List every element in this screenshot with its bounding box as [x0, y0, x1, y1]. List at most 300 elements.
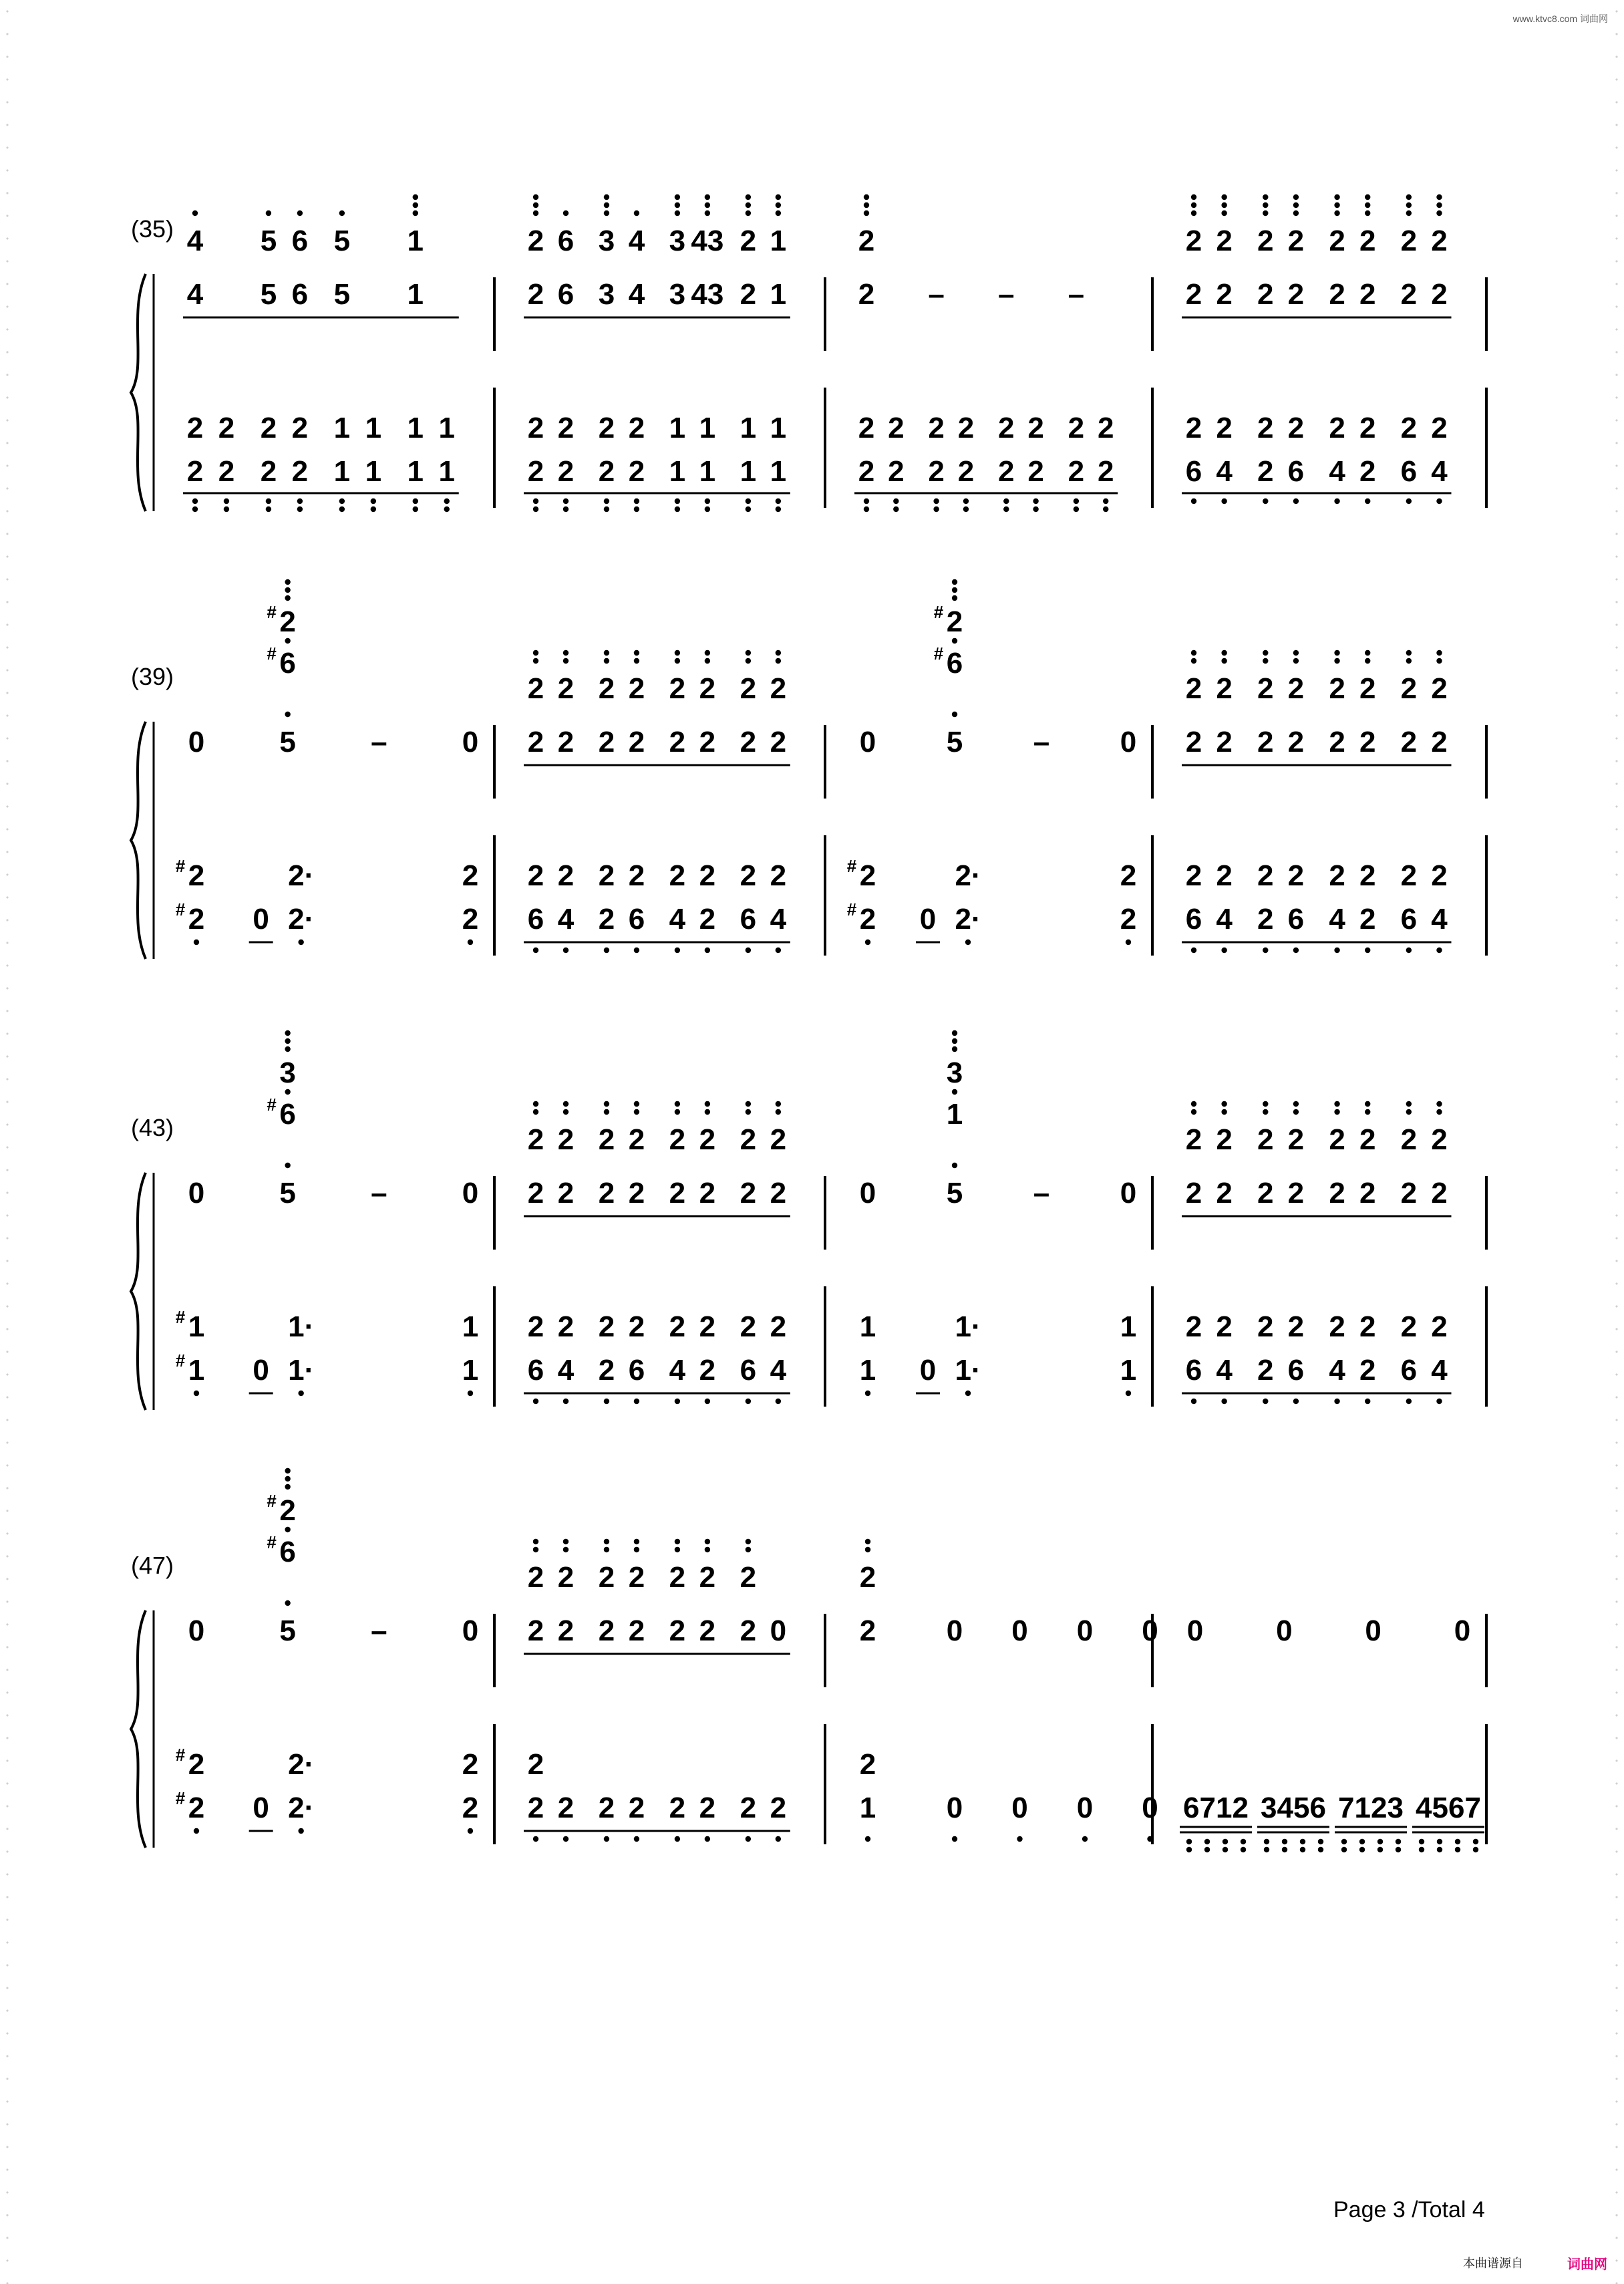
octave-dot [285, 712, 290, 717]
octave-dot [1365, 948, 1370, 953]
rest: 0 [1276, 1614, 1293, 1647]
melody-lower-note: 2 [527, 726, 544, 758]
rest: 0 [1186, 1614, 1204, 1647]
sharp-sign: # [267, 1532, 277, 1552]
octave-dot [1103, 507, 1108, 512]
melody-note: 0 [188, 726, 205, 758]
melody-lower-note: 2 [628, 1614, 645, 1647]
high-note: 2 [279, 605, 296, 638]
octave-dot [705, 658, 710, 664]
octave-dot [952, 638, 957, 644]
melody-lower-note: 1 [407, 278, 424, 311]
bass-upper-note: 2 [557, 859, 575, 892]
melody-note: – [1033, 1177, 1050, 1209]
octave-dot [1406, 210, 1412, 216]
melody-upper-note: 2 [1359, 225, 1376, 257]
sharp-sign: # [175, 1788, 186, 1808]
melody-upper-note: 2 [1185, 672, 1202, 705]
melody-lower-note: 2 [1185, 278, 1202, 311]
octave-dot [1377, 1847, 1383, 1852]
melody-lower-note: 6 [291, 278, 309, 311]
octave-dot [468, 1391, 473, 1396]
octave-dot [1377, 1839, 1383, 1844]
octave-dot [705, 210, 710, 216]
bass-upper-note: 2 [1287, 412, 1305, 444]
octave-dot [1186, 1839, 1192, 1844]
octave-dot [746, 1539, 751, 1544]
bass-upper-note: 2 [1400, 412, 1418, 444]
octave-dot [285, 1089, 290, 1095]
octave-dot [634, 507, 639, 512]
melody-upper-note: 2 [1185, 225, 1202, 257]
measure-number: (35) [131, 215, 174, 243]
bass-lower-note: 2 [1120, 903, 1137, 936]
bass-lower-note: 2 [188, 1792, 205, 1824]
octave-dot [705, 1101, 710, 1107]
octave-dot [1221, 202, 1227, 208]
octave-dot [1365, 210, 1370, 216]
octave-dot [864, 202, 869, 208]
melody-lower-note: 2 [740, 1614, 757, 1647]
octave-dot [634, 948, 639, 953]
octave-dot [1300, 1839, 1305, 1844]
octave-dot [1126, 1391, 1131, 1396]
bass-lower-note: 0 [253, 903, 269, 936]
melody-upper-note: 2 [527, 1123, 544, 1156]
bass-lower-note: 6 [527, 1354, 544, 1387]
melody-upper-note: 2 [1329, 672, 1345, 705]
octave-dot [413, 498, 418, 504]
octave-dot [1334, 498, 1339, 504]
octave-dot [776, 1836, 781, 1842]
bass-upper-note: 2 [1287, 859, 1305, 892]
bass-upper-note: 2· [955, 859, 981, 892]
octave-dot [1293, 658, 1299, 664]
bass-lower-note: 4 [1216, 1354, 1233, 1387]
melody-lower-note: 0 [1142, 1614, 1158, 1647]
octave-dot [1221, 948, 1227, 953]
octave-dot [746, 1109, 751, 1115]
melody-lower-note: 2 [598, 1614, 615, 1647]
melody-upper-note: 2 [1400, 1123, 1418, 1156]
bass-upper-note: 2 [527, 412, 544, 444]
octave-dot [1033, 498, 1038, 504]
melody-lower-note: 2 [1216, 278, 1233, 311]
octave-dot [604, 1101, 609, 1107]
octave-dot [563, 1101, 569, 1107]
octave-dot [865, 1836, 870, 1842]
octave-dot [533, 498, 538, 504]
octave-dot [1221, 650, 1227, 656]
bass-upper-note: 2 [188, 1748, 205, 1781]
octave-dot [1221, 194, 1227, 200]
melody-lower-note: 2 [699, 726, 716, 758]
octave-dot [563, 210, 569, 216]
bass-upper-note: 1· [955, 1310, 981, 1343]
bass-upper-note: 2 [1400, 1310, 1418, 1343]
bass-lower-note: 0 [1142, 1792, 1158, 1824]
octave-dot [705, 1109, 710, 1115]
octave-dot [705, 202, 710, 208]
octave-dot [1241, 1839, 1246, 1844]
melody-upper-note: 2 [1329, 1123, 1345, 1156]
octave-dot [952, 1163, 957, 1168]
bass-lower-note: 4 [770, 1354, 787, 1387]
sixteenth-run: 3456 [1261, 1792, 1326, 1824]
sharp-sign: # [267, 1491, 277, 1511]
octave-dot [604, 658, 609, 664]
octave-dot [1293, 194, 1299, 200]
melody-upper-note: 2 [699, 672, 716, 705]
octave-dot [604, 507, 609, 512]
bass-upper-note: 2 [1068, 412, 1085, 444]
melody-upper-note: 2 [859, 1561, 876, 1594]
melody-upper-note: 2 [1287, 672, 1305, 705]
melody-lower-note: 0 [1076, 1614, 1094, 1647]
melody-lower-note: 2 [557, 1614, 575, 1647]
melody-upper-note: 3 [669, 225, 686, 257]
octave-dot [1191, 658, 1196, 664]
octave-dot [563, 498, 569, 504]
site-url: www.ktvc8.com 词曲网 [1512, 13, 1608, 24]
melody-lower-note: 2 [1185, 1177, 1202, 1209]
octave-dot [1419, 1839, 1424, 1844]
octave-dot [746, 1399, 751, 1404]
octave-dot [1406, 498, 1412, 504]
octave-dot [285, 595, 290, 601]
high-note: 3 [946, 1056, 963, 1089]
bass-upper-note: 2 [1329, 859, 1345, 892]
octave-dot [413, 194, 418, 200]
octave-dot [746, 1836, 751, 1842]
octave-dot [675, 1547, 680, 1552]
melody-upper-note: 6 [557, 225, 575, 257]
octave-dot [865, 1547, 870, 1552]
melody-note: 0 [859, 1177, 876, 1209]
bass-lower-note: 6 [527, 903, 544, 936]
octave-dot [893, 498, 899, 504]
melody-lower-note: 2 [1185, 726, 1202, 758]
sharp-sign: # [267, 644, 277, 664]
bass-lower-note: 1 [740, 455, 757, 488]
melody-lower-note: 2 [1329, 1177, 1345, 1209]
melody-lower-note: 4 [628, 278, 645, 311]
octave-dot [705, 1547, 710, 1552]
octave-dot [1003, 507, 1009, 512]
octave-dot [1221, 210, 1227, 216]
octave-dot [865, 940, 870, 945]
melody-note: 0 [188, 1614, 205, 1647]
octave-dot [634, 1101, 639, 1107]
octave-dot [194, 1391, 199, 1396]
bass-upper-note: 2 [260, 412, 277, 444]
bass-upper-note: 2 [462, 1748, 479, 1781]
bass-lower-note: 1 [407, 455, 424, 488]
octave-dot [1204, 1839, 1210, 1844]
melody-upper-note: 2 [669, 1561, 686, 1594]
bass-lower-note: 2 [1027, 455, 1044, 488]
bass-lower-note: 6 [1185, 903, 1202, 936]
bass-lower-note: 2 [858, 455, 875, 488]
brace [131, 722, 146, 959]
octave-dot [297, 498, 303, 504]
melody-lower-note: 2 [628, 1177, 645, 1209]
melody-upper-note: 1 [770, 225, 787, 257]
octave-dot [1241, 1847, 1246, 1852]
octave-dot [865, 1539, 870, 1544]
octave-dot [634, 650, 639, 656]
octave-dot [675, 1836, 680, 1842]
octave-dot [371, 498, 376, 504]
octave-dot [864, 498, 869, 504]
octave-dot [776, 650, 781, 656]
bass-lower-note: 1 [333, 455, 351, 488]
bass-lower-note: 0 [1076, 1792, 1094, 1824]
octave-dot [533, 1399, 538, 1404]
octave-dot [533, 948, 538, 953]
octave-dot [533, 202, 538, 208]
sharp-sign: # [267, 1095, 277, 1115]
bass-lower-note: 0 [1011, 1792, 1028, 1824]
octave-dot [952, 579, 957, 585]
bass-upper-note: 2 [188, 859, 205, 892]
octave-dot [285, 1038, 290, 1044]
octave-dot [1263, 658, 1268, 664]
brand-watermark: 词曲网 [1567, 2257, 1607, 2272]
bass-lower-note: 1 [188, 1354, 205, 1387]
bass-lower-note: 2 [1068, 455, 1085, 488]
octave-dot [1221, 658, 1227, 664]
bass-lower-note: 2 [699, 1354, 716, 1387]
octave-dot [1406, 948, 1412, 953]
bass-lower-note: 4 [1216, 455, 1233, 488]
high-note: 1 [946, 1098, 963, 1131]
bass-upper-note: 1· [288, 1310, 315, 1343]
octave-dot [194, 1828, 199, 1834]
bass-lower-note: 1· [288, 1354, 315, 1387]
melody-note: 5 [279, 1177, 296, 1209]
melody-lower-note: 2 [1359, 278, 1376, 311]
melody-upper-note: 2 [1431, 1123, 1448, 1156]
melody-upper-note: 5 [333, 225, 351, 257]
sharp-sign: # [175, 1350, 186, 1371]
octave-dot [634, 1109, 639, 1115]
octave-dot [675, 498, 680, 504]
measure-number: (39) [131, 663, 174, 690]
octave-dot [1264, 1847, 1269, 1852]
melody-upper-note: 2 [557, 1561, 575, 1594]
bass-upper-note: 2 [462, 859, 479, 892]
sharp-sign: # [175, 1307, 186, 1327]
octave-dot [675, 1539, 680, 1544]
octave-dot [1334, 650, 1339, 656]
octave-dot [1263, 210, 1268, 216]
bass-upper-note: 2 [669, 1310, 686, 1343]
melody-lower-note: 2 [1216, 1177, 1233, 1209]
melody-upper-note: 4 [628, 225, 645, 257]
bass-upper-note: 1 [365, 412, 382, 444]
bass-upper-note: 2 [291, 412, 309, 444]
melody-lower-note: 2 [1431, 278, 1448, 311]
high-note: 2 [946, 605, 963, 638]
octave-dot [1263, 948, 1268, 953]
octave-dot [1300, 1847, 1305, 1852]
high-note: 6 [279, 1098, 296, 1131]
bass-upper-note: 2 [928, 412, 945, 444]
bass-lower-note: 2 [557, 1792, 575, 1824]
octave-dot [1074, 498, 1079, 504]
melody-lower-note: 2 [598, 726, 615, 758]
melody-lower-note: 2 [527, 1177, 544, 1209]
melody-upper-note: 2 [669, 672, 686, 705]
bass-upper-note: 2 [557, 1310, 575, 1343]
melody-upper-note: 2 [598, 1561, 615, 1594]
bass-lower-note: 2· [288, 903, 315, 936]
bass-upper-note: 2 [770, 1310, 787, 1343]
bass-lower-note: 0 [919, 1354, 937, 1387]
octave-dot [675, 1399, 680, 1404]
octave-dot [285, 1527, 290, 1532]
melody-lower-note: 2 [1329, 278, 1345, 311]
octave-dot [285, 1476, 290, 1481]
bass-upper-note: 2 [1431, 412, 1448, 444]
octave-dot [675, 650, 680, 656]
octave-dot [705, 194, 710, 200]
bass-upper-note: 2 [628, 859, 645, 892]
melody-lower-note: 2 [699, 1177, 716, 1209]
octave-dot [1341, 1839, 1347, 1844]
octave-dot [563, 1109, 569, 1115]
octave-dot [1263, 1101, 1268, 1107]
octave-dot [1082, 1836, 1088, 1842]
octave-dot [297, 210, 303, 216]
octave-dot [604, 1836, 609, 1842]
octave-dot [1191, 202, 1196, 208]
octave-dot [604, 1109, 609, 1115]
bass-lower-note: 0 [919, 903, 937, 936]
source-watermark: 本曲谱源自 [1463, 2257, 1523, 2270]
octave-dot [675, 202, 680, 208]
octave-dot [1396, 1847, 1401, 1852]
sharp-sign: # [267, 602, 277, 622]
octave-dot [1147, 1836, 1152, 1842]
octave-dot [266, 507, 271, 512]
melody-lower-note: 2 [1287, 1177, 1305, 1209]
melody-lower-note: 2 [1400, 278, 1418, 311]
octave-dot [952, 1089, 957, 1095]
octave-dot [705, 507, 710, 512]
bass-lower-note: 1 [462, 1354, 479, 1387]
bass-lower-note: 2 [291, 455, 309, 488]
melody-note: – [371, 1614, 387, 1647]
bass-lower-note: 2 [699, 1792, 716, 1824]
octave-dot [952, 587, 957, 593]
bass-lower-note: 0 [253, 1354, 269, 1387]
bass-lower-note: 6 [628, 1354, 645, 1387]
melody-lower-note: 2 [740, 1177, 757, 1209]
melody-note: 0 [1120, 1177, 1137, 1209]
bass-upper-note: 2 [628, 1310, 645, 1343]
octave-dot [1436, 658, 1442, 664]
octave-dot [1406, 202, 1412, 208]
melody-lower-note: 2 [1431, 1177, 1448, 1209]
melody-upper-note: 2 [1359, 672, 1376, 705]
octave-dot [705, 1399, 710, 1404]
octave-dot [952, 1038, 957, 1044]
octave-dot [1406, 658, 1412, 664]
bass-lower-note: 6 [1400, 1354, 1418, 1387]
octave-dot [1436, 210, 1442, 216]
octave-dot [1223, 1847, 1228, 1852]
bass-lower-note: 2 [598, 455, 615, 488]
octave-dot [1436, 498, 1442, 504]
melody-lower-note: 5 [260, 278, 277, 311]
octave-dot [563, 948, 569, 953]
high-note: 6 [279, 1536, 296, 1568]
octave-dot [224, 498, 229, 504]
bass-upper-note: 2 [858, 412, 875, 444]
bass-upper-note: 2 [888, 412, 905, 444]
page-footer: Page 3 /Total 4 [1333, 2197, 1485, 2223]
octave-dot [1221, 1109, 1227, 1115]
octave-dot [675, 1109, 680, 1115]
octave-dot [864, 194, 869, 200]
octave-dot [634, 1836, 639, 1842]
melody-upper-note: 2 [1287, 1123, 1305, 1156]
octave-dot [776, 202, 781, 208]
octave-dot [1334, 1399, 1339, 1404]
bass-upper-note: 2 [1120, 859, 1137, 892]
octave-dot [952, 1836, 957, 1842]
octave-dot [563, 1547, 569, 1552]
octave-dot [1419, 1847, 1424, 1852]
octave-dot [468, 940, 473, 945]
melody-upper-note: 2 [1287, 225, 1305, 257]
bass-lower-note: 2 [1257, 1354, 1274, 1387]
octave-dot [1318, 1839, 1323, 1844]
melody-note: 0 [1120, 726, 1137, 758]
octave-dot [1293, 1101, 1299, 1107]
melody-lower-note: 2 [1257, 278, 1274, 311]
octave-dot [297, 507, 303, 512]
bass-upper-note: 2 [740, 859, 757, 892]
octave-dot [1334, 1109, 1339, 1115]
melody-lower-note: 5 [333, 278, 351, 311]
bass-lower-note: 4 [669, 1354, 686, 1387]
octave-dot [339, 498, 345, 504]
sharp-sign: # [175, 1745, 186, 1765]
bass-lower-note: 2 [462, 903, 479, 936]
high-note: 3 [279, 1056, 296, 1089]
melody-upper-note: 1 [407, 225, 424, 257]
bass-lower-note: 2 [598, 903, 615, 936]
octave-dot [1365, 202, 1370, 208]
bass-upper-note: 1 [407, 412, 424, 444]
octave-dot [444, 498, 450, 504]
melody-upper-note: 2 [557, 1123, 575, 1156]
octave-dot [1263, 1399, 1268, 1404]
bass-upper-note: 2 [669, 859, 686, 892]
melody-lower-note: 2 [1400, 726, 1418, 758]
octave-dot [1436, 650, 1442, 656]
octave-dot [413, 507, 418, 512]
melody-lower-note: 2 [859, 1614, 876, 1647]
melody-upper-note: 5 [260, 225, 277, 257]
melody-lower-note: 2 [740, 278, 757, 311]
melody-lower-note: 2 [669, 726, 686, 758]
bass-lower-note: 2 [527, 455, 544, 488]
octave-dot [1191, 1101, 1196, 1107]
